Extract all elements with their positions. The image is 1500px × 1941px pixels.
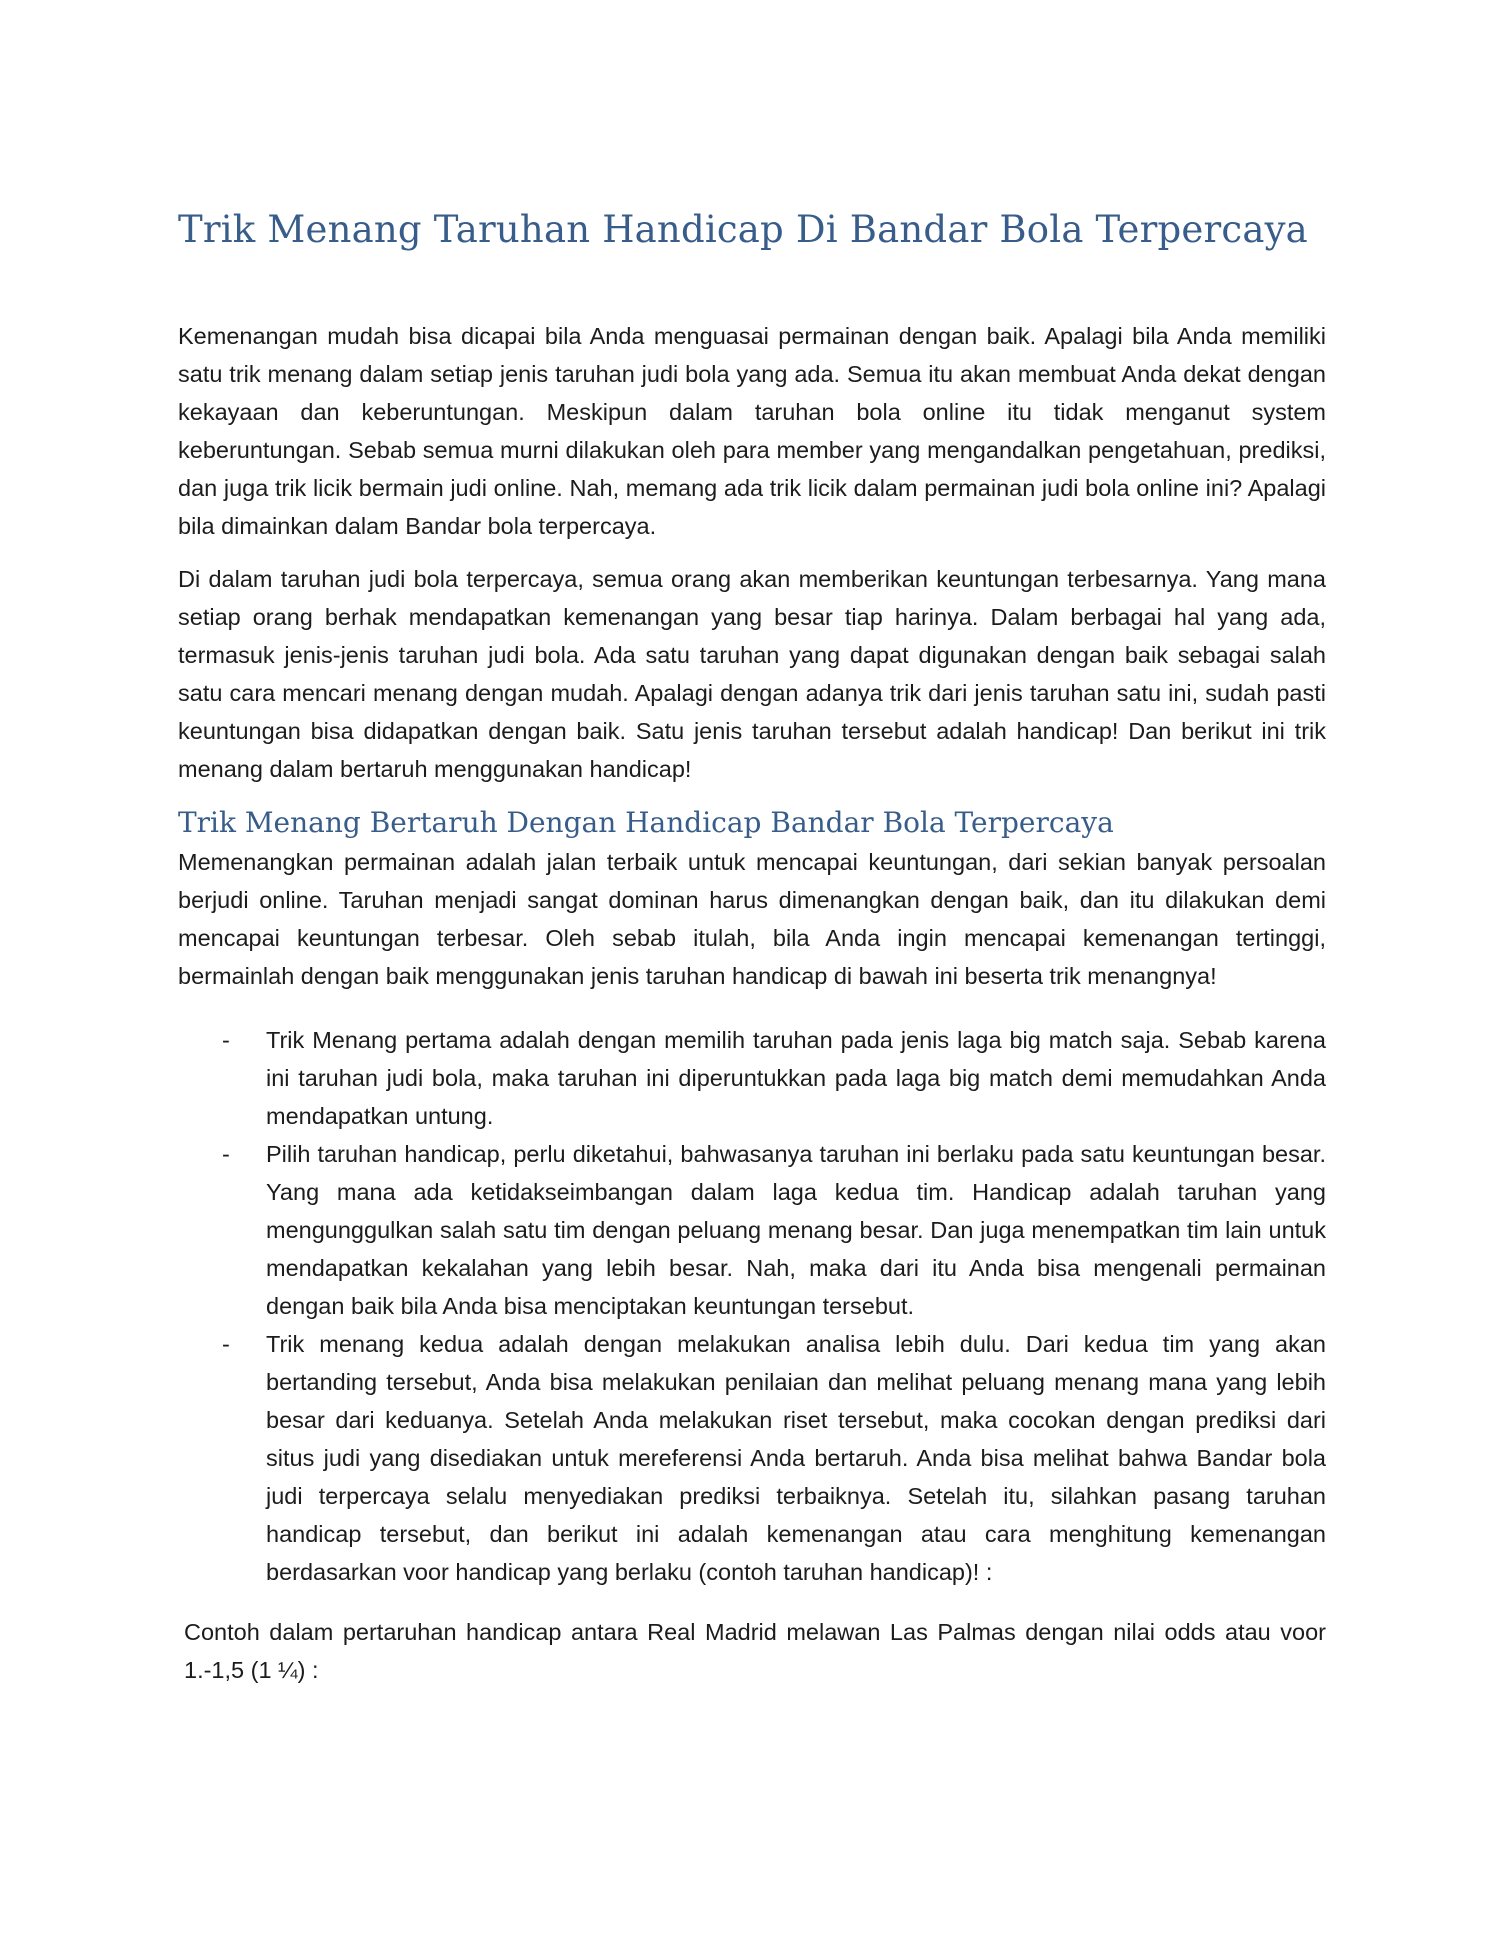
list-item bbox=[178, 1135, 1326, 1325]
intro-paragraph: Kemenangan mudah bisa dicapai bila Anda menguasai permainan dengan baik. Apalagi bila Anda memiliki satu trik menang dalam setiap jenis taruhan judi bola yang ada. Semua itu akan membuat Anda dekat dengan kekayaan dan keberuntungan. Meskipun dalam taruhan bola online itu tidak menganut system keberuntungan. Sebab semua murni dilakukan oleh para member yang mengandalkan pengetahuan, prediksi, dan juga trik licik bermain judi online. Nah, memang ada trik licik dalam permainan judi bola online ini? Apalagi bila dimainkan dalam Bandar bola terpercaya. bbox=[178, 323, 1326, 539]
bullet-dash: - bbox=[222, 1331, 230, 1357]
list-item bbox=[178, 1325, 1326, 1591]
section-heading: Trik Menang Bertaruh Dengan Handicap Bandar Bola Terpercaya bbox=[178, 806, 1114, 839]
section-paragraph: Memenangkan permainan adalah jalan terbaik untuk mencapai keuntungan, dari sekian banyak persoalan berjudi online. Taruhan menjadi sangat dominan harus dimenangkan dengan baik, dan itu dilakukan demi mencapai keuntungan terbesar. Oleh sebab itulah, bila Anda ingin mencapai kemenangan tertinggi, bermainlah dengan baik menggunakan jenis taruhan handicap di bawah ini beserta trik menangnya! bbox=[178, 849, 1326, 989]
list-item-text: Trik Menang pertama adalah dengan memilih taruhan pada jenis laga big match saja. Sebab karena ini taruhan judi bola, maka taruhan ini diperuntukkan pada laga big match demi memudahkan Anda mendapatkan untung. bbox=[266, 1027, 1326, 1129]
page-title: Trik Menang Taruhan Handicap Di Bandar Bola Terpercaya bbox=[178, 208, 1308, 251]
list-item-text: Pilih taruhan handicap, perlu diketahui, bahwasanya taruhan ini berlaku pada satu keuntungan besar. Yang mana ada ketidakseimbangan dalam laga kedua tim. Handicap adalah taruhan yang mengunggulkan salah satu tim dengan peluang menang besar. Dan juga menempatkan tim lain untuk mendapatkan kekalahan yang lebih besar. Nah, maka dari itu Anda bisa mengenali permainan dengan baik bila Anda bisa menciptakan keuntungan tersebut. bbox=[266, 1141, 1326, 1319]
document-body bbox=[178, 205, 1326, 1689]
list-item bbox=[178, 1021, 1326, 1135]
bullet-dash: - bbox=[222, 1141, 230, 1167]
list-item-text: Trik menang kedua adalah dengan melakukan analisa lebih dulu. Dari kedua tim yang akan bertanding tersebut, Anda bisa melakukan penilaian dan melihat peluang menang mana yang lebih besar dari keduanya. Setelah Anda melakukan riset tersebut, maka cocokan dengan prediksi dari situs judi yang disediakan untuk mereferensi Anda bertaruh. Anda bisa melihat bahwa Bandar bola judi terpercaya selalu menyediakan prediksi terbaiknya. Setelah itu, silahkan pasang taruhan handicap tersebut, dan berikut ini adalah kemenangan atau cara menghitung kemenangan berdasarkan voor handicap yang berlaku (contoh taruhan handicap)! : bbox=[266, 1331, 1326, 1585]
bullet-dash: - bbox=[222, 1027, 230, 1053]
tips-list bbox=[178, 1021, 1326, 1591]
second-paragraph: Di dalam taruhan judi bola terpercaya, semua orang akan memberikan keuntungan terbesarnya. Yang mana setiap orang berhak mendapatkan kemenangan yang besar tiap harinya. Dalam berbagai hal yang ada, termasuk jenis-jenis taruhan judi bola. Ada satu taruhan yang dapat digunakan dengan baik sebagai salah satu cara mencari menang dengan mudah. Apalagi dengan adanya trik dari jenis taruhan satu ini, sudah pasti keuntungan bisa didapatkan dengan baik. Satu jenis taruhan tersebut adalah handicap! Dan berikut ini trik menang dalam bertaruh menggunakan handicap! bbox=[178, 566, 1326, 782]
closing-paragraph: Contoh dalam pertaruhan handicap antara Real Madrid melawan Las Palmas dengan nilai odds atau voor 1.-1,5 (1 ¼) : bbox=[184, 1619, 1326, 1683]
